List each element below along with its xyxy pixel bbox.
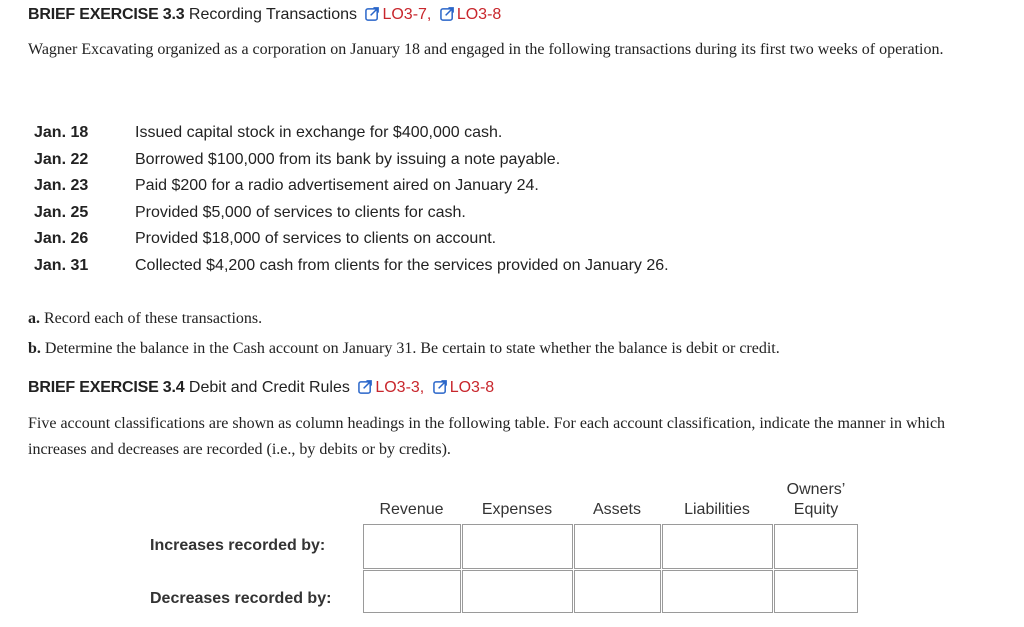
exercise-title: Recording Transactions: [188, 6, 357, 23]
transaction-date: Jan. 31: [34, 256, 89, 274]
learning-objective-link[interactable]: [354, 379, 419, 396]
column-header-owners-equity: Owners’ Equity: [786, 481, 846, 518]
lo-label: LO3-7: [382, 6, 427, 23]
transaction-description: Provided $18,000 of services to clients on account.: [135, 230, 497, 248]
transaction-date: Jan. 18: [34, 124, 89, 141]
transaction-date: Jan. 23: [34, 177, 89, 195]
transaction-row: [34, 226, 934, 253]
question-b: [28, 339, 780, 359]
table-cell-owners-equity-increases[interactable]: [774, 524, 858, 569]
question-text: Determine the balance in the Cash account on January 31. Be certain to state whether the balance is debit or credit.: [44, 340, 780, 357]
question-text: Record each of these transactions.: [44, 310, 263, 327]
transaction-row: [34, 120, 934, 147]
table-cell-expenses-increases[interactable]: [462, 524, 573, 569]
learning-objective-link[interactable]: [436, 6, 501, 23]
learning-objective-link[interactable]: [361, 6, 426, 23]
transaction-date: Jan. 22: [34, 150, 89, 168]
transaction-description: Paid $200 for a radio advertisement aired on January 24.: [135, 177, 539, 195]
transaction-row: [34, 147, 934, 174]
table-cell-revenue-increases[interactable]: [363, 524, 461, 569]
exercise-intro: Wagner Excavating organized as a corporation on January 18 and engaged in the following transactions during its first two weeks of operation.: [28, 41, 944, 58]
table-cell-liabilities-decreases[interactable]: [662, 570, 773, 613]
table-cell-liabilities-increases[interactable]: [662, 524, 773, 569]
table-cell-owners-equity-decreases[interactable]: [774, 570, 858, 613]
learning-objective-link[interactable]: [429, 379, 494, 396]
transaction-date: Jan. 25: [34, 203, 89, 221]
transaction-row: [34, 253, 934, 280]
exercise-title: Debit and Credit Rules: [188, 379, 350, 396]
exercise-3-4-heading: [28, 378, 494, 398]
lo-label: LO3-8: [449, 379, 495, 396]
table-cell-assets-decreases[interactable]: [574, 570, 661, 613]
transaction-description: Collected $4,200 cash from clients for the services provided on January 26.: [135, 256, 669, 274]
transaction-description: Provided $5,000 of services to clients for cash.: [135, 203, 466, 221]
exercise-number: BRIEF EXERCISE 3.4: [28, 379, 185, 396]
transaction-row: [34, 173, 934, 200]
transaction-description: Borrowed $100,000 from its bank by issuing a note payable.: [135, 150, 561, 168]
column-header-liabilities: Liabilities: [684, 501, 750, 518]
lo-separator: ,: [426, 6, 432, 23]
question-label: b.: [28, 340, 41, 357]
exercise-3-3-heading: [28, 5, 501, 25]
external-link-icon: [358, 379, 373, 394]
question-label: a.: [28, 310, 40, 327]
column-header-assets: Assets: [592, 501, 641, 518]
lo-label: LO3-8: [456, 6, 502, 23]
transaction-row: [34, 200, 934, 227]
row-label-increases: Increases recorded by:: [150, 537, 326, 554]
exercise-intro: Five account classifications are shown as column headings in the following table. For each account classification, indicate the manner in which increases and decreases are recorded (i.e., by debits or by credits).: [28, 415, 946, 458]
transaction-list: [34, 120, 934, 280]
external-link-icon: [433, 379, 448, 394]
transaction-date: Jan. 26: [34, 230, 89, 248]
transaction-description: Issued capital stock in exchange for $400,000 cash.: [135, 124, 503, 141]
external-link-icon: [365, 6, 380, 21]
lo-label: LO3-3: [375, 379, 420, 396]
table-cell-expenses-decreases[interactable]: [462, 570, 573, 613]
column-header-expenses: Expenses: [481, 501, 553, 518]
table-cell-assets-increases[interactable]: [574, 524, 661, 569]
question-a: [28, 309, 262, 329]
row-label-decreases: Decreases recorded by:: [150, 590, 332, 607]
lo-separator: ,: [419, 379, 425, 396]
exercise-number: BRIEF EXERCISE 3.3: [28, 6, 185, 23]
column-header-revenue: Revenue: [379, 501, 444, 518]
table-cell-revenue-decreases[interactable]: [363, 570, 461, 613]
external-link-icon: [440, 6, 455, 21]
